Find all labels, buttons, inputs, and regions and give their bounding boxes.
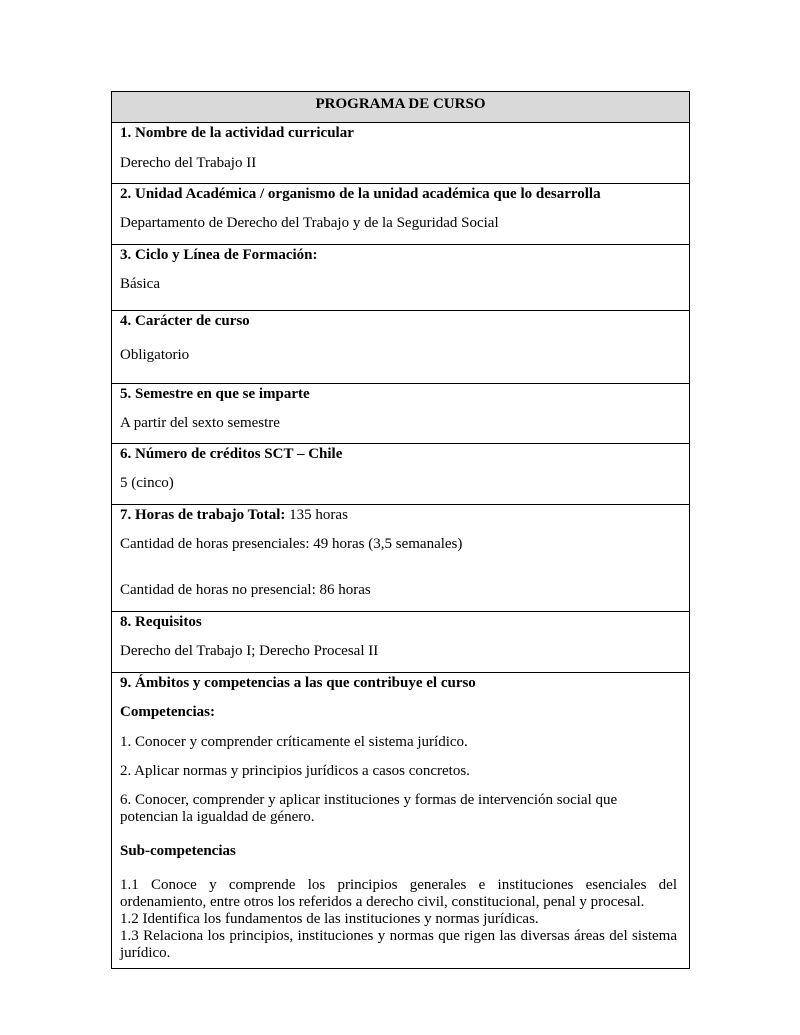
competencies-label: Competencias: bbox=[120, 704, 215, 720]
section-semester bbox=[112, 383, 689, 443]
section-heading: 8. Requisitos bbox=[120, 614, 202, 630]
section-work-hours bbox=[112, 504, 689, 611]
presential-hours: Cantidad de horas presenciales: 49 horas (3,5 semanales) bbox=[120, 536, 463, 552]
section-course-character bbox=[112, 310, 689, 383]
section-academic-unit bbox=[112, 183, 689, 244]
cycle-line-value: Básica bbox=[120, 276, 160, 292]
section-heading: 9. Ámbitos y competencias a las que contribuye el curso bbox=[120, 675, 476, 691]
subcompetency-item: 1.2 Identifica los fundamentos de las instituciones y normas jurídicas. bbox=[120, 911, 539, 927]
section-heading: 2. Unidad Académica / organismo de la unidad académica que lo desarrolla bbox=[120, 186, 601, 202]
section-heading: 5. Semestre en que se imparte bbox=[120, 386, 310, 402]
section-competencies bbox=[112, 672, 689, 968]
academic-unit-value: Departamento de Derecho del Trabajo y de la Seguridad Social bbox=[120, 215, 499, 231]
course-program-table bbox=[111, 91, 690, 969]
course-character-value: Obligatorio bbox=[120, 347, 190, 363]
section-cycle-line bbox=[112, 244, 689, 310]
table-title: PROGRAMA DE CURSO bbox=[112, 92, 689, 122]
semester-value: A partir del sexto semestre bbox=[120, 415, 280, 431]
section-heading: 7. Horas de trabajo Total: bbox=[120, 507, 286, 523]
subcompetency-item: 1.3 Relaciona los principios, instituciones y normas que rigen las diversas áreas del sistema jurídico. bbox=[120, 928, 677, 961]
section-activity-name bbox=[112, 122, 689, 183]
section-heading: 1. Nombre de la actividad curricular bbox=[120, 125, 354, 141]
subcompetency-item: 1.1 Conoce y comprende los principios generales e instituciones esenciales del ordenamiento, entre otros los referidos a derecho civil, constitucional, penal y procesal. bbox=[120, 877, 677, 910]
section-credits bbox=[112, 443, 689, 504]
non-presential-hours: Cantidad de horas no presencial: 86 horas bbox=[120, 582, 371, 598]
section-heading: 6. Número de créditos SCT – Chile bbox=[120, 446, 343, 462]
section-requirements bbox=[112, 611, 689, 672]
competency-item: 2. Aplicar normas y principios jurídicos a casos concretos. bbox=[120, 763, 470, 779]
section-heading: 4. Carácter de curso bbox=[120, 313, 250, 329]
section-heading: 3. Ciclo y Línea de Formación: bbox=[120, 247, 318, 263]
credits-value: 5 (cinco) bbox=[120, 475, 174, 491]
competency-item: 6. Conocer, comprender y aplicar instituciones y formas de intervención social que potencian la igualdad de género. bbox=[120, 792, 618, 825]
requirements-value: Derecho del Trabajo I; Derecho Procesal II bbox=[120, 643, 379, 659]
total-hours-value: 135 horas bbox=[285, 507, 348, 523]
competency-item: 1. Conocer y comprender críticamente el sistema jurídico. bbox=[120, 734, 468, 750]
subcompetencies-label: Sub-competencias bbox=[120, 843, 236, 859]
total-hours-line bbox=[120, 506, 348, 524]
activity-name-value: Derecho del Trabajo II bbox=[120, 155, 257, 171]
